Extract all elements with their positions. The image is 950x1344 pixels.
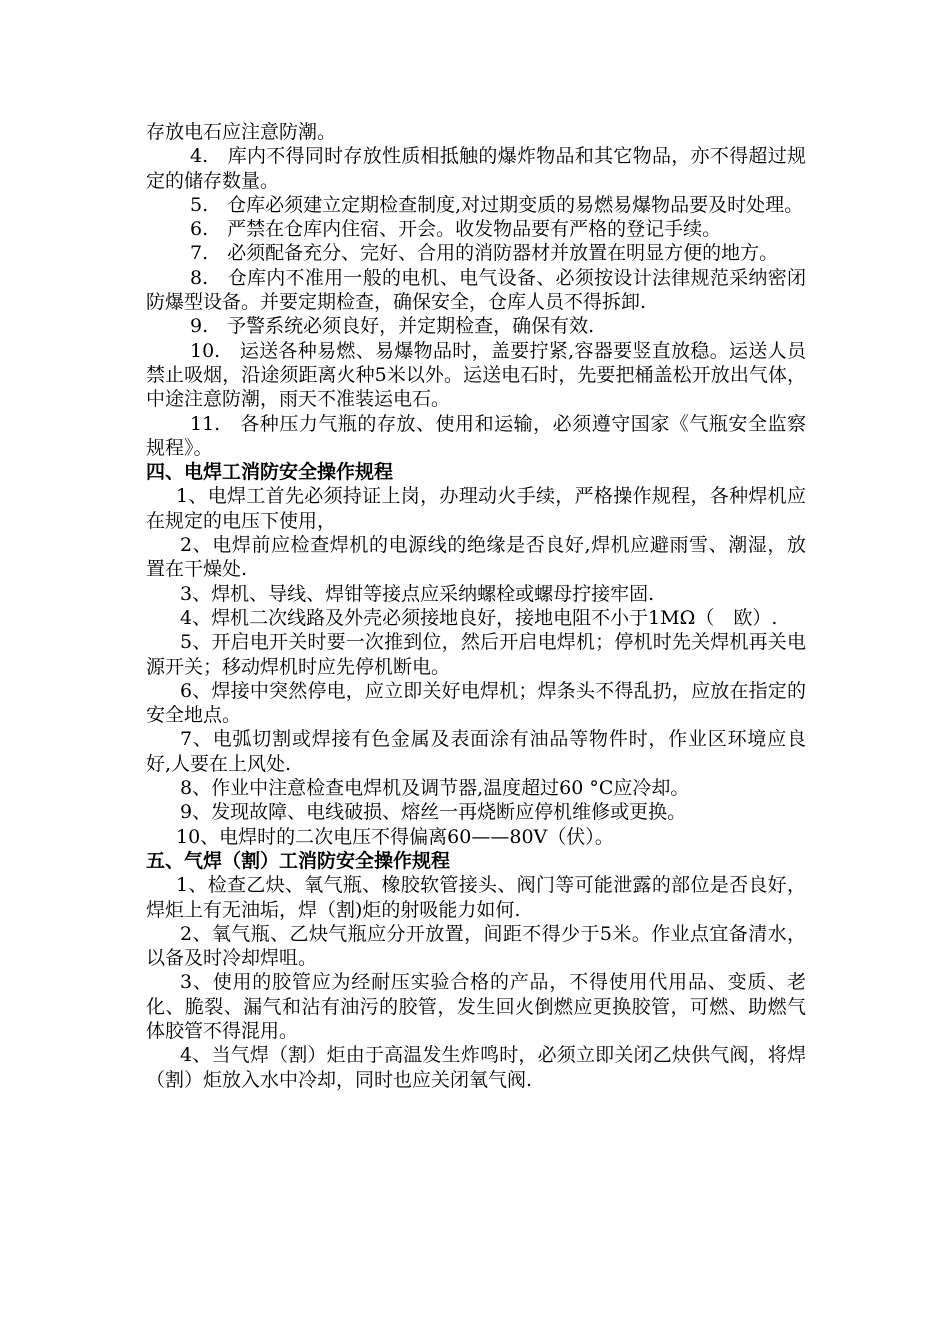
welder-rule-10: 10、电焊时的二次电压不得偏离60——80V（伏）。 [176,825,614,848]
section-heading-welder: 四、电焊工消防安全操作规程 [146,461,394,484]
paragraph-item-7: 7. 必须配备充分、完好、合用的消防器材并放置在明显方便的地方。 [190,242,779,265]
gas-welder-rule-3: 3、使用的胶管应为经耐压实验合格的产品，不得使用代用品、变质、老化、脆裂、漏气和沾有油污的胶管，发生回火倒燃应更换胶管，可燃、助燃气体胶管不得混用。 [146,971,806,1042]
welder-rule-8: 8、作业中注意检查电焊机及调节器,温度超过60 °C应冷却。 [180,777,690,800]
gas-welder-rule-2: 2、氧气瓶、乙炔气瓶应分开放置，间距不得少于5米。作业点宜备清水，以备及时冷却焊咀。 [146,922,806,970]
paragraph-item-10: 10. 运送各种易燃、易爆物品时，盖要拧紧,容器要竖直放稳。运送人员禁止吸烟，沿途须距离火种5米以外。运送电石时，先要把桶盖松开放出气体，中途注意防潮，雨天不准装运电石。 [146,339,806,411]
welder-rule-7: 7、电弧切割或焊接有色金属及表面涂有油品等物件时，作业区环境应良好,人要在上风处. [146,728,806,775]
welder-rule-4: 4、焊机二次线路及外壳必须接地良好，接地电阻不小于1MΩ（ 欧）. [180,606,778,629]
welder-rule-1: 1、电焊工首先必须持证上岗，办理动火手续，严格操作规程，各种焊机应在规定的电压下使用， [146,485,806,532]
paragraph-item-8: 8. 仓库内不准用一般的电机、电气设备、必须按设计法律规范采纳密闭防爆型设备。并要定期检查，确保安全，仓库人员不得拆卸. [146,266,806,314]
welder-rule-5: 5、开启电开关时要一次推到位，然后开启电焊机；停机时先关焊机再关电源开关；移动焊机时应先停机断电。 [146,631,806,678]
welder-rule-9: 9、发现故障、电线破损、熔丝一再烧断应停机维修或更换。 [180,801,687,824]
paragraph-item-4: 4. 库内不得同时存放性质相抵触的爆炸物品和其它物品，亦不得超过规定的储存数量。 [146,145,806,192]
paragraph-continuation: 存放电石应注意防潮。 [146,121,337,143]
welder-rule-2: 2、电焊前应检查焊机的电源线的绝缘是否良好,焊机应避雨雪、潮湿，放置在干燥处. [146,534,806,581]
welder-rule-3: 3、焊机、导线、焊钳等接点应采纳螺栓或螺母拧接牢固. [180,582,655,605]
paragraph-item-11: 11. 各种压力气瓶的存放、使用和运输，必须遵守国家《气瓶安全监察规程》。 [146,412,806,459]
gas-welder-rule-1: 1、检查乙炔、氧气瓶、橡胶软管接头、阀门等可能泄露的部位是否良好，焊炬上有无油垢，焊（割)炬的射吸能力如何. [146,874,806,921]
welder-rule-6: 6、焊接中突然停电，应立即关好电焊机；焊条头不得乱扔，应放在指定的安全地点。 [146,679,806,727]
paragraph-item-5: 5. 仓库必须建立定期检查制度,对过期变质的易燃易爆物品要及时处理。 [190,193,804,216]
document-body [146,120,806,1092]
paragraph-item-6: 6. 严禁在仓库内住宿、开会。收发物品要有严格的登记手续。 [190,218,722,241]
section-heading-gas-welder: 五、气焊（割）工消防安全操作规程 [146,849,451,872]
gas-welder-rule-4: 4、当气焊（割）炬由于高温发生炸鸣时，必须立即关闭乙炔供气阀，将焊（割）炬放入水中冷却，同时也应关闭氧气阀. [146,1044,806,1091]
paragraph-item-9: 9. 予警系统必须良好，并定期检查，确保有效. [190,315,595,338]
